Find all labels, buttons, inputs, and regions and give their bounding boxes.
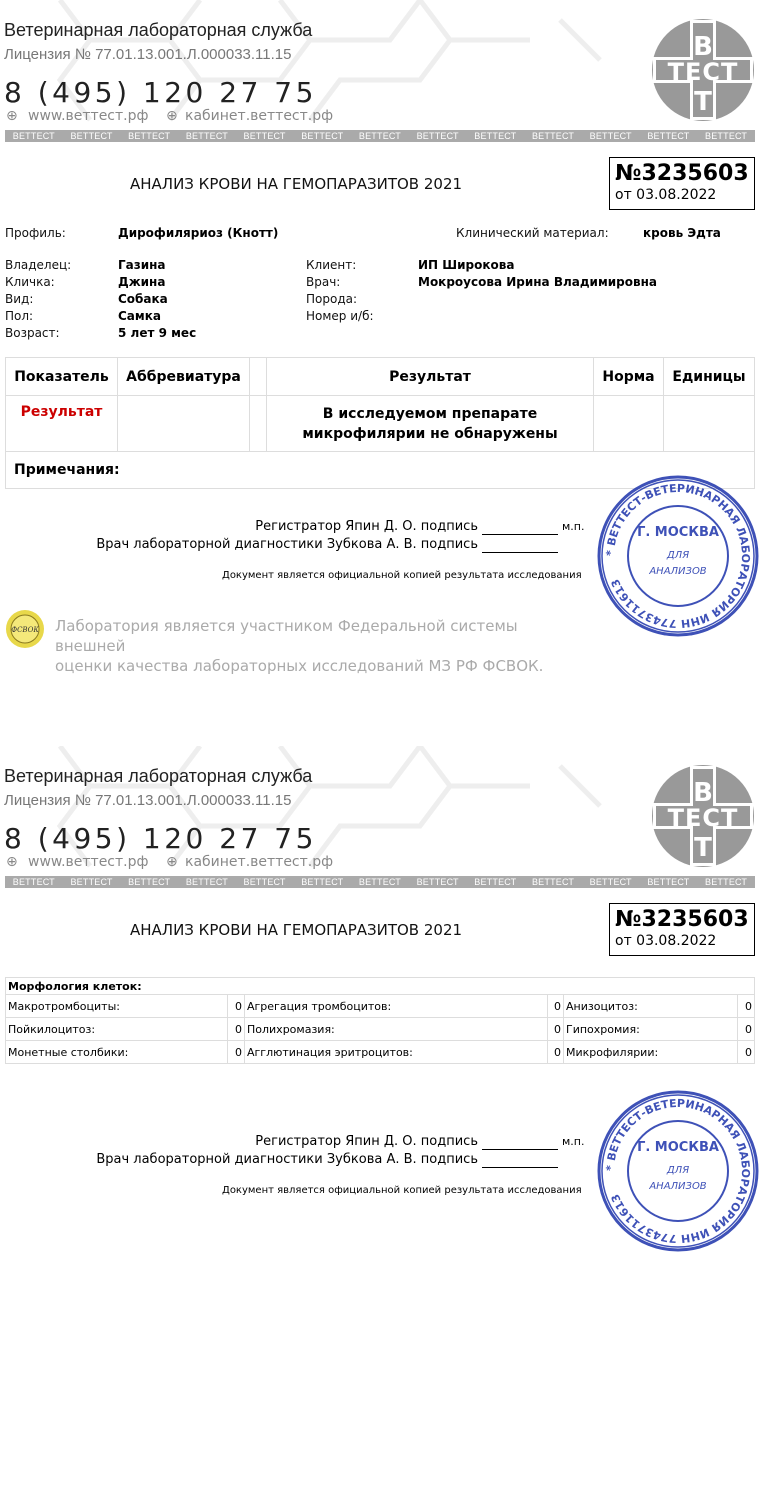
doctor-signature: Врач лабораторной диагностики Зубкова А. В. подпись (96, 1152, 478, 1167)
svg-text:* ВЕТТЕСТ-ВЕТЕРИНАРНАЯ ЛАБОРАТ: * ВЕТТЕСТ-ВЕТЕРИНАРНАЯ ЛАБОРАТОРИЯ ИНН 7743711613 (603, 481, 753, 631)
report-page-2 (0, 746, 760, 1492)
document-number: №3235603 (615, 161, 749, 186)
svg-text:АНАЛИЗОВ: АНАЛИЗОВ (649, 1181, 707, 1192)
doctor-value: Мокроусова Ирина Владимировна (418, 275, 657, 289)
svg-text:Г. МОСКВА: Г. МОСКВА (637, 525, 719, 540)
material-label: Клинический материал: (456, 226, 609, 240)
banner-word: ВЕТТЕСТ (70, 877, 113, 887)
morphology-value: 0 (738, 1041, 755, 1064)
seal-mark: м.п. (562, 520, 585, 533)
banner-word: ВЕТТЕСТ (301, 877, 344, 887)
document-title: АНАЛИЗ КРОВИ НА ГЕМОПАРАЗИТОВ 2021 (130, 175, 463, 193)
svg-text:Г. МОСКВА: Г. МОСКВА (637, 1140, 719, 1155)
norm-cell (594, 396, 664, 452)
document-date: от 03.08.2022 (615, 187, 717, 203)
morphology-row (6, 995, 755, 1018)
result-line: В исследуемом препарате (322, 405, 538, 422)
svg-text:ДЛЯ: ДЛЯ (666, 1165, 690, 1176)
brand-banner (5, 130, 755, 142)
vettest-logo (650, 17, 756, 123)
morphology-label: Микрофилярии: (564, 1041, 738, 1064)
age-value: 5 лет 9 мес (118, 326, 197, 340)
globe-icon: ⊕ (6, 854, 18, 870)
brand-banner (5, 876, 755, 888)
doctor-signature: Врач лабораторной диагностики Зубкова А. В. подпись (96, 537, 478, 552)
morphology-value: 0 (738, 1018, 755, 1041)
morphology-table (5, 977, 755, 1064)
case-number-label: Номер и/б: (306, 309, 374, 323)
phone: 8 (495) 120 27 75 (4, 76, 317, 109)
svg-text:Т: Т (694, 833, 712, 863)
column-header: Единицы (664, 358, 755, 396)
banner-word: ВЕТТЕСТ (12, 131, 55, 141)
morphology-label: Макротромбоциты: (6, 995, 228, 1018)
signature-line (482, 1167, 558, 1168)
indicator-cell: Результат (6, 396, 118, 452)
sex-label: Пол: (5, 309, 34, 323)
document-number-box (609, 157, 755, 210)
banner-word: ВЕТТЕСТ (647, 131, 690, 141)
morphology-label: Полихромазия: (245, 1018, 548, 1041)
banner-word: ВЕТТЕСТ (474, 877, 517, 887)
website-link[interactable]: www.веттест.рф (28, 854, 149, 870)
document-title: АНАЛИЗ КРОВИ НА ГЕМОПАРАЗИТОВ 2021 (130, 921, 463, 939)
morphology-label: Гипохромия: (564, 1018, 738, 1041)
svg-text:В: В (693, 778, 713, 808)
banner-word: ВЕТТЕСТ (474, 131, 517, 141)
morphology-value: 0 (228, 995, 245, 1018)
svg-text:ФСВОК: ФСВОК (11, 626, 39, 634)
banner-word: ВЕТТЕСТ (705, 131, 748, 141)
morphology-header-row (6, 978, 755, 995)
banner-word: ВЕТТЕСТ (589, 131, 632, 141)
globe-icon: ⊕ (166, 108, 178, 124)
column-header (250, 358, 267, 396)
client-value: ИП Широкова (418, 258, 515, 272)
table-row (6, 396, 755, 452)
banner-word: ВЕТТЕСТ (589, 877, 632, 887)
morphology-value: 0 (548, 995, 564, 1018)
globe-icon: ⊕ (6, 108, 18, 124)
units-cell (664, 396, 755, 452)
cabinet-link[interactable]: кабинет.веттест.рф (185, 108, 334, 124)
notes-label: Примечания: (6, 452, 755, 489)
org-name: Ветеринарная лабораторная служба (4, 766, 313, 786)
result-cell (267, 396, 594, 452)
license: Лицензия № 77.01.13.001.Л.000033.11.15 (4, 46, 292, 63)
cabinet-link[interactable]: кабинет.веттест.рф (185, 854, 334, 870)
owner-label: Владелец: (5, 258, 72, 272)
species-value: Собака (118, 292, 168, 306)
morphology-value: 0 (228, 1041, 245, 1064)
morphology-value: 0 (738, 995, 755, 1018)
morphology-value: 0 (548, 1041, 564, 1064)
sex-value: Самка (118, 309, 161, 323)
banner-word: ВЕТТЕСТ (70, 131, 113, 141)
website-link[interactable]: www.веттест.рф (28, 108, 149, 124)
profile-label: Профиль: (5, 226, 66, 240)
banner-word: ВЕТТЕСТ (416, 877, 459, 887)
fsvok-line: Лаборатория является участником Федеральной системы внешней (55, 617, 518, 655)
banner-word: ВЕТТЕСТ (705, 877, 748, 887)
svg-text:ТЕСТ: ТЕСТ (667, 804, 739, 832)
morphology-title: Морфология клеток: (6, 978, 755, 995)
official-copy-note: Документ является официальной копией результата исследования (222, 1185, 582, 1196)
morphology-row (6, 1041, 755, 1064)
document-date: от 03.08.2022 (615, 933, 717, 949)
breed-label: Порода: (306, 292, 358, 306)
empty-cell (250, 396, 267, 452)
svg-text:ДЛЯ: ДЛЯ (666, 550, 690, 561)
banner-word: ВЕТТЕСТ (416, 131, 459, 141)
globe-icon: ⊕ (166, 854, 178, 870)
banner-word: ВЕТТЕСТ (358, 877, 402, 887)
age-label: Возраст: (5, 326, 60, 340)
banner-word: ВЕТТЕСТ (12, 877, 55, 887)
official-copy-note: Документ является официальной копией результата исследования (222, 570, 582, 581)
signature-line (482, 1149, 558, 1150)
banner-word: ВЕТТЕСТ (128, 877, 171, 887)
banner-word: ВЕТТЕСТ (243, 877, 286, 887)
banner-word: ВЕТТЕСТ (531, 877, 575, 887)
banner-word: ВЕТТЕСТ (647, 877, 690, 887)
fsvok-logo (5, 610, 45, 650)
document-number: №3235603 (615, 907, 749, 932)
column-header: Аббревиатура (118, 358, 250, 396)
registrar-signature: Регистратор Япин Д. О. подпись (255, 1134, 478, 1149)
license: Лицензия № 77.01.13.001.Л.000033.11.15 (4, 792, 292, 809)
seal-mark: м.п. (562, 1135, 585, 1148)
svg-text:* ВЕТТЕСТ-ВЕТЕРИНАРНАЯ ЛАБОРАТ: * ВЕТТЕСТ-ВЕТЕРИНАРНАЯ ЛАБОРАТОРИЯ ИНН 7743711613 (603, 1096, 753, 1246)
banner-word: ВЕТТЕСТ (128, 131, 171, 141)
species-label: Вид: (5, 292, 34, 306)
morphology-label: Агрегация тромбоцитов: (245, 995, 548, 1018)
signature-line (482, 534, 558, 535)
column-header: Норма (594, 358, 664, 396)
org-name: Ветеринарная лабораторная служба (4, 20, 313, 40)
banner-word: ВЕТТЕСТ (243, 131, 286, 141)
material-value: кровь Эдта (643, 226, 721, 240)
table-header-row (6, 358, 755, 396)
results-table (5, 357, 755, 489)
stamp (596, 1089, 760, 1253)
morphology-label: Пойкилоцитоз: (6, 1018, 228, 1041)
morphology-row (6, 1018, 755, 1041)
document-number-box (609, 903, 755, 956)
stamp (596, 474, 760, 638)
morphology-label: Агглютинация эритроцитов: (245, 1041, 548, 1064)
morphology-label: Монетные столбики: (6, 1041, 228, 1064)
result-line: микрофилярии не обнаружены (302, 425, 558, 442)
column-header: Показатель (6, 358, 118, 396)
svg-text:АНАЛИЗОВ: АНАЛИЗОВ (649, 566, 707, 577)
phone: 8 (495) 120 27 75 (4, 822, 317, 855)
morphology-value: 0 (548, 1018, 564, 1041)
morphology-value: 0 (228, 1018, 245, 1041)
svg-text:Т: Т (694, 87, 712, 117)
signature-line (482, 552, 558, 553)
pet-name-label: Кличка: (5, 275, 55, 289)
abbr-cell (118, 396, 250, 452)
fsvok-text (55, 616, 585, 676)
profile-value: Дирофиляриоз (Кнотт) (118, 226, 279, 240)
doctor-label: Врач: (306, 275, 341, 289)
banner-word: ВЕТТЕСТ (185, 131, 228, 141)
banner-word: ВЕТТЕСТ (358, 131, 402, 141)
pet-name-value: Джина (118, 275, 166, 289)
client-label: Клиент: (306, 258, 357, 272)
registrar-signature: Регистратор Япин Д. О. подпись (255, 519, 478, 534)
svg-text:ТЕСТ: ТЕСТ (667, 58, 739, 86)
banner-word: ВЕТТЕСТ (185, 877, 228, 887)
column-header: Результат (267, 358, 594, 396)
banner-word: ВЕТТЕСТ (531, 131, 575, 141)
owner-value: Газина (118, 258, 166, 272)
fsvok-line: оценки качества лабораторных исследований МЗ РФ ФСВОК. (55, 657, 544, 675)
svg-text:В: В (693, 32, 713, 62)
morphology-label: Анизоцитоз: (564, 995, 738, 1018)
banner-word: ВЕТТЕСТ (301, 131, 344, 141)
vettest-logo (650, 763, 756, 869)
